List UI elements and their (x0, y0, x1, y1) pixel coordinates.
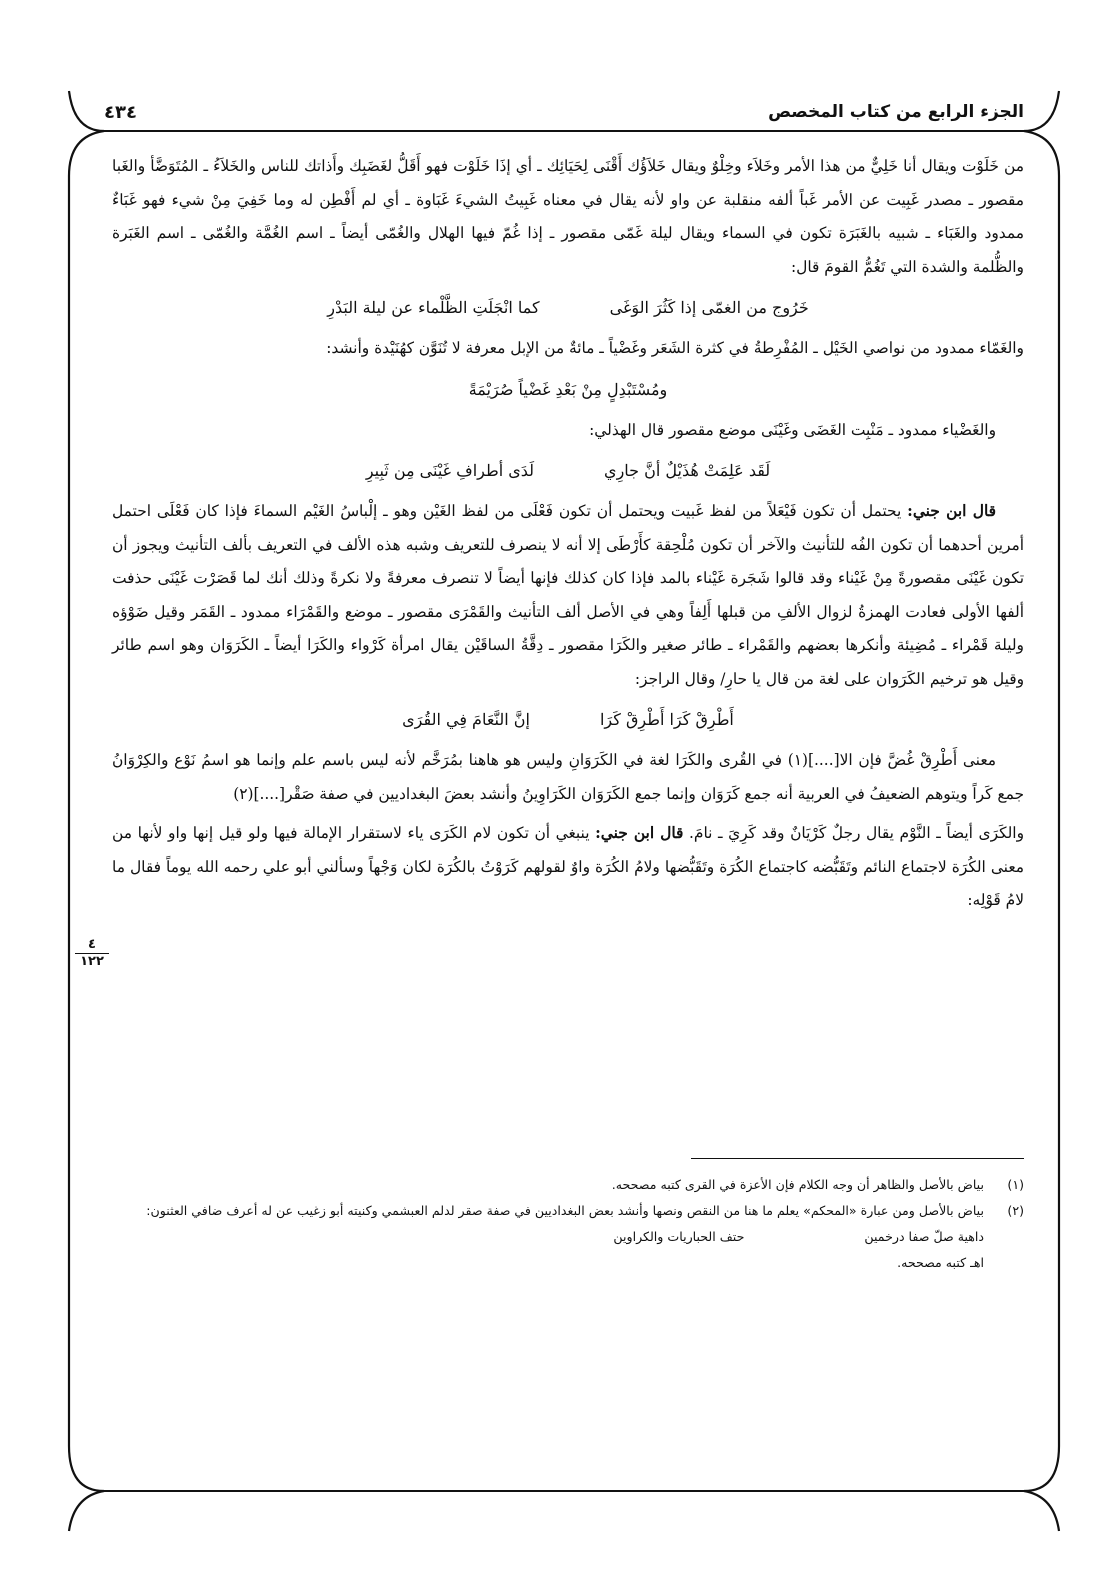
paragraph-3: والغَضْياء ممدود ـ مَنْبِت الغَضَى وغَيْنَى موضع مقصور قال الهذلي: (589, 420, 996, 439)
verse-3-first-hemistich: لَقَد عَلِمَتْ هُذَيْلٌ أنَّ جارِي (604, 461, 771, 480)
page-header (104, 102, 1024, 128)
verse-4-first-hemistich: أَطْرِقْ كَرَا أَطْرِقْ كَرَا (599, 710, 734, 729)
paragraph-2: والغَمّاء ممدود من نواصي الخَيْل ـ المُفْرِطةُ في كثرة الشَعَر وغَضْياً ـ مائةٌ من الإبل معرفة لا تُنَوَّن كهُنَيْدة وأنشد: (326, 339, 1024, 357)
footnote-2-verse-second: حتف الحباريات والكراوين (613, 1229, 745, 1244)
footnote-2-text: بياض بالأصل ومن عبارة «المحكم» يعلم ما هنا من النقص ونصها وأنشد بعض البغداديين في صفة صقر لدلم العبشمي وكنيته أبو زغيب عن له أعرف ضافي العثنون: (146, 1203, 984, 1218)
page-number: ٤٣٤ (104, 102, 137, 123)
verse-1-first-hemistich: خَرُوج من الغمّى إذا كَثُرَ الوَغَى (609, 298, 809, 317)
running-title: الجزء الرابع من كتاب المخصص (768, 102, 1024, 122)
verse-1-second-hemistich: كما انْجَلَتِ الظَّلْماء عن ليلة البَدْرِ (327, 298, 540, 317)
footnote-1-text: بياض بالأصل والظاهر أن وجه الكلام فإن الأعزة في القرى كتبه مصححه. (611, 1177, 984, 1192)
verse-2 (112, 366, 1024, 414)
paragraph-6-text-a: والكَرَى أيضاً ـ النَّوْم يقال رجلٌ كَرْيَانٌ وقد كَرِيَ ـ نامَ. (683, 824, 1024, 842)
verse-4 (112, 696, 1024, 744)
verse-4-second-hemistich: إنَّ النَّعَامَ فِي القُرَى (402, 710, 530, 729)
footnote-separator (691, 1158, 1024, 1159)
paragraph-4 (112, 495, 1024, 696)
footnote-2-verse (112, 1224, 1024, 1250)
verse-2-hemistich: ومُسْتَبْدِلٍ مِنْ بَعْدِ غَضْياً صُرَيْمَةً (468, 379, 668, 399)
footnote-2-signoff: اهـ كتبه مصححه. (897, 1255, 984, 1270)
paragraph-5: معنى أَطْرِقْ غُضَّ فإن الا[....](١) في القُرى والكَرَا لغة في الكَرَوَانِ وليس هو هاهنا بمُرَخَّم لأنه ليس باسم علم وإنما هو اسمُ نَوْع والكِرْوَانُ جمع كَراً ويتوهم الضعيفُ في العربية أنه جمع كَرَوَان وإنما جمع الكَرَوَان الكَرَاوِينُ وأنشد بعضَ البغداديين في صفة صَقْر[....](٢) (112, 751, 1024, 803)
paragraph-6-text-b: ينبغي أن تكون لام الكَرَى ياء لاستقرار الإمالة فيها ولو قيل إنها واو لأنها من معنى الكُرَة لاجتماع النائم وتَقَبُّضه كاجتماع الكُرَة وتَقَبُّضها ولامُ الكُرَة واوٌ لقولهم كَرَوْتُ بالكُرَة لكان وَجْهاً وسألني أبو علي رحمه الله يوماً فقال ما لامُ قَوْلِه: (112, 824, 1024, 909)
footnote-2-number: (٢) (1007, 1203, 1024, 1218)
margin-reference-top: ٤ (88, 937, 96, 952)
main-text (112, 150, 1024, 918)
ibn-jinni-label: قال ابن جني: (907, 502, 996, 520)
margin-reference (75, 938, 109, 969)
footnote-1-number: (١) (1007, 1177, 1024, 1192)
footnotes (112, 1172, 1024, 1276)
paragraph-1: من خَلَوْت ويقال أنا خَلِيٌّ من هذا الأمر وخَلاَء وخِلْوٌ ويقال خَلاَؤُك أَقْنَى لِحَيَائِك ـ أي إذَا خَلَوْت فهو أَقَلُّ لغَضَبِك وأَذاتك للناس والخَلاَءُ ـ المُتَوَضَّأ والغَبا مقصور ـ مصدر غَبِيت عن الأمر غَباً ألفه منقلبة عن واو لأنه يقال في معناه غَبِيتُ الشيءَ غَبَاوة ـ أي لم أَفْطِن له وما خَفِيَ مِنْ شيء فهو غَبَاءٌ ممدود والغَبَاء ـ شبيه بالغَبَرَة تكون في السماء ويقال ليلة غَمّى مقصور ـ إذا غُمّ فيها الهلال والغُمّى أيضاً ـ اسم الغُمَّة والغُمّى ـ اسم الغَبَرة والظُّلمة والشدة التي تَغُمُّ القومَ قال: (112, 157, 1024, 276)
footnote-1 (112, 1172, 1024, 1198)
margin-reference-bottom: ١٢٢ (80, 954, 104, 969)
verse-3-second-hemistich: لَدَى أطرافِ غَيْنَى مِن ثَبِيرِ (365, 461, 535, 480)
paragraph-6 (112, 817, 1024, 918)
verse-1 (112, 284, 1024, 332)
ibn-jinni-label-2: قال ابن جني: (595, 824, 684, 842)
verse-3 (112, 447, 1024, 495)
footnote-2-verse-first: داهية صلّ صفا درخمين (864, 1229, 984, 1244)
footnote-2 (112, 1198, 1024, 1224)
paragraph-4-text: يحتمل أن تكون فَيْعَلاً من لفظ غَبيت ويحتمل أن تكون فَعْلَى من لفظ الغَيْن وهو ـ إلْباسُ الغَيْم السماءَ فإذا كان فَعْلَى احتمل أمرين أحدهما أن تكون الفُه للتأنيث والآخر أن تكون مُلْحِقة كأَرْطَى إلا أنه لا ينصرف للتعريف وشبه هذه الألف في التعريف بألف التأنيث ويجوز أن تكون غَيْنَى مقصورةً مِنْ غَيْناء وقد قالوا شَجَرة غَيْناء بالمد فإذا كان كذلك فإنها أيضاً لا تنصرف معرفةً ولا نكرةً وذلك أنك لما قَصَرْت غَيْنَى حذفت ألفها الأولى فعادت الهمزةُ لزوال الألفِ من قبلها أَلِفاً وهي في الأصل ألف التأنيث والقَمْرَى مقصور ـ موضع والقَمْرَاء ممدود ـ القَمَر وقيل ضَوْؤه وليلة قَمْراء ـ مُضِيئة وأنكرها بعضهم والقَمْراء ـ طائر صغير والكَرَا مقصور ـ دِقَّةُ الساقَيْن يقال امرأة كَرْواء والكَرَا أيضاً ـ الكَرَوَان وهو اسم طائر وقيل هو ترخيم الكَرَوان على لغة من قال يا حارِ/ وقال الراجز: (112, 502, 1024, 688)
